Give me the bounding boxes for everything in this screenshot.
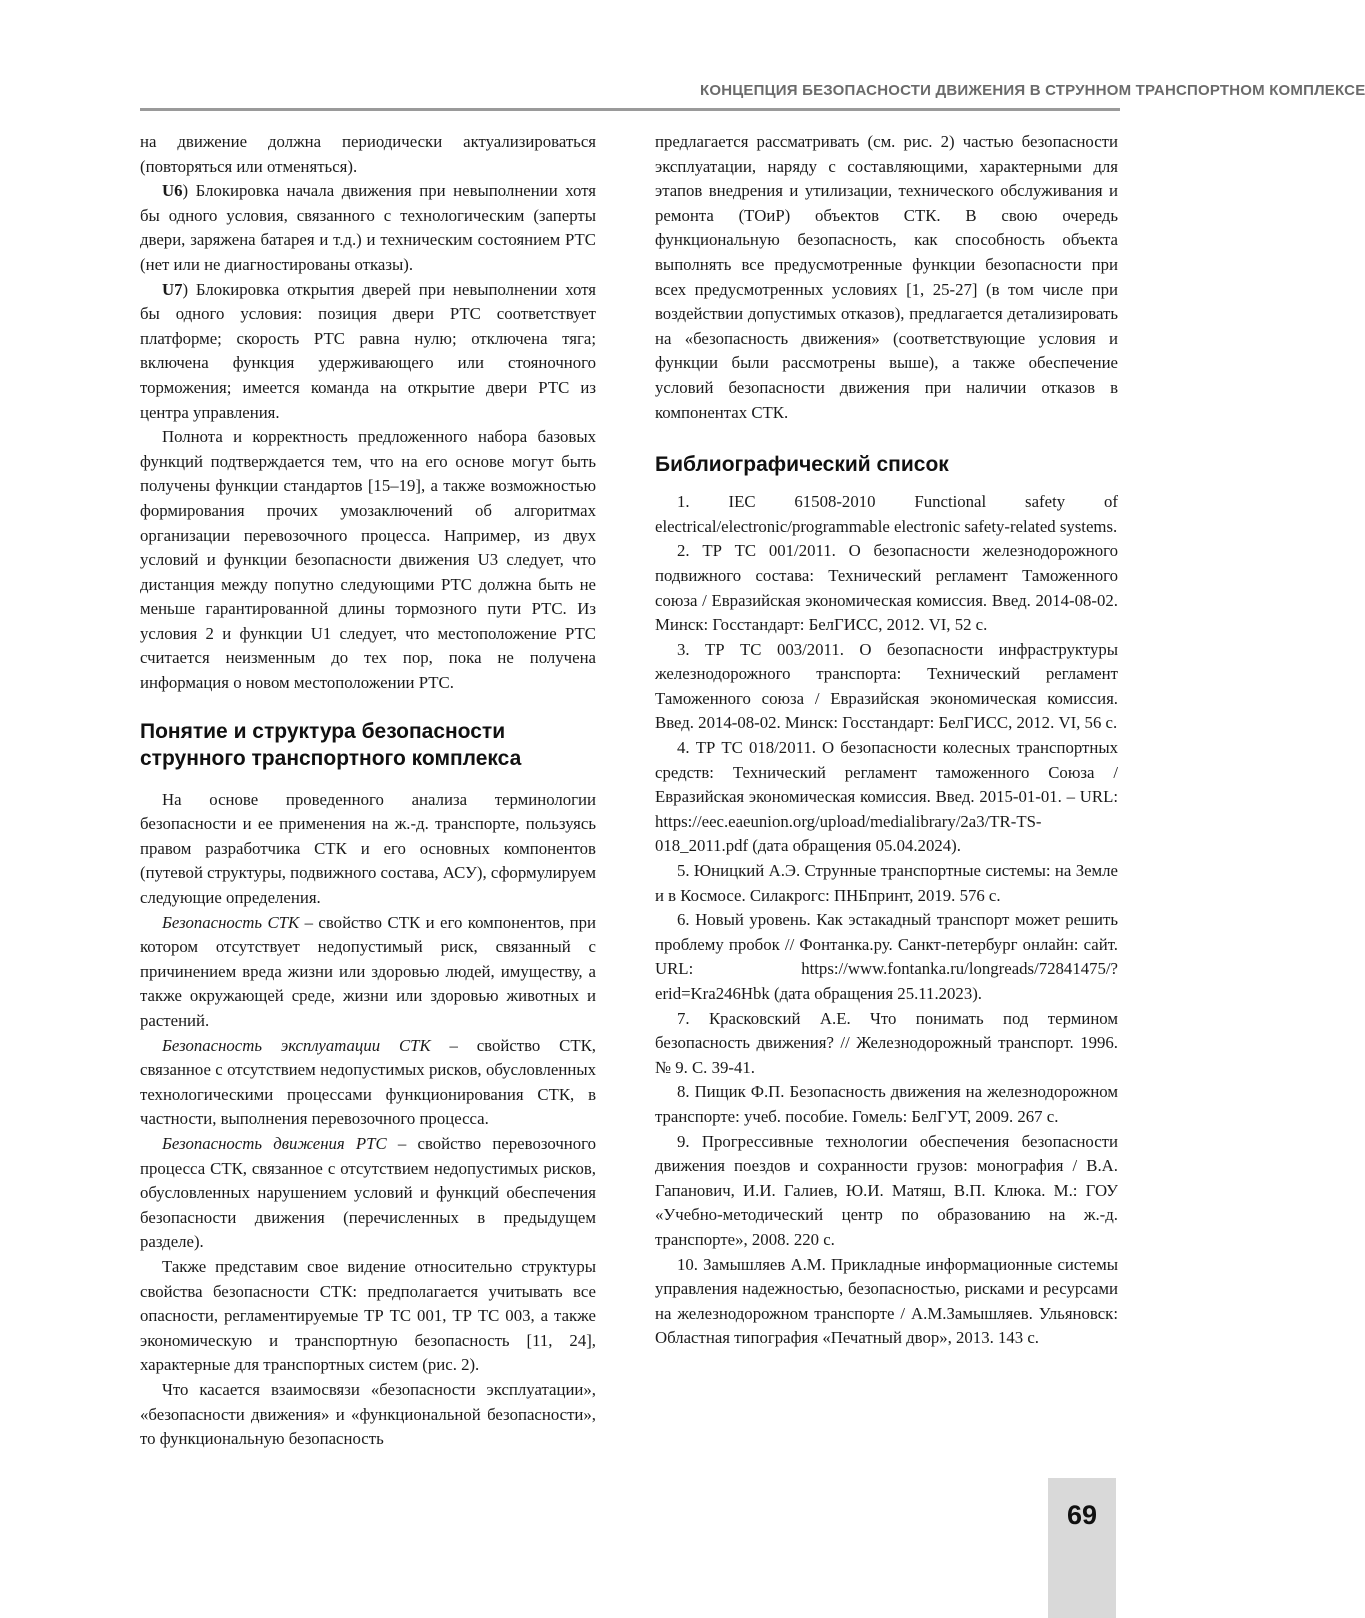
definition-term: Безопасность СТК bbox=[162, 912, 300, 932]
paragraph: На основе проведенного анализа терминологии безопасности и ее применения на ж.-д. транспорте, пользуясь правом разработчика СТК и его основных компонентов (путевой структуры, подвижного состава, АСУ), сформулируем следующие определения. bbox=[140, 789, 596, 908]
paragraph-u7 bbox=[140, 278, 596, 426]
paragraph: Также представим свое видение относительно структуры свойства безопасности СТК: предполагается учитывать все опасности, регламентируемые ТР ТС 001, ТР ТС 003, а также экономическую и транспортную безопасность [11, 24], характерные для транспортных систем (рис. 2). bbox=[140, 1256, 596, 1375]
definition bbox=[140, 911, 596, 1034]
paragraph-u6 bbox=[140, 179, 596, 277]
reference-item: 9. Прогрессивные технологии обеспечения безопасности движения поездов и сохранности грузов: монография / В.А. Гапанович, И.И. Галиев, Ю.И. Матяш, В.П. Клюка. М.: ГОУ «Учебно-методический центр по образованию на ж.-д. транспорте», 2008. 220 с. bbox=[655, 1131, 1118, 1249]
function-text: ) Блокировка начала движения при невыполнении хотя бы одного условия, связанного с технологическим (заперты двери, заряжена батарея и т.д.) и техническим состоянием РТС (нет или не диагностированы отказы). bbox=[140, 181, 596, 274]
reference-item: 5. Юницкий А.Э. Струнные транспортные системы: на Земле и в Космосе. Силакрогс: ПНБпринт, 2019. 576 с. bbox=[655, 861, 1118, 905]
definition-term: Безопасность движения РТС bbox=[162, 1133, 387, 1153]
reference-item: 10. Замышляев А.М. Прикладные информационные системы управления надежностью, безопасностью, рисками и ресурсами на железнодорожном транспорте / А.М.Замышляев. Ульяновск: Областная типография «Печатный двор», 2013. 143 с. bbox=[655, 1254, 1118, 1348]
reference-item: 4. ТР ТС 018/2011. О безопасности колесных транспортных средств: Технический регламент таможенного Союза / Евразийская экономическая комиссия. Введ. 2015-01-01. – URL: https://eec.eaeunion.org/upload/medialibrary/2a3/TR-TS-018_2011.pdf (дата обращения 05.04.2024). bbox=[655, 738, 1118, 856]
function-text: ) Блокировка открытия дверей при невыполнении хотя бы одного условия: позиция двери РТС соответствует платформе; скорость РТС равна нулю; отключена тяга; включена функция удерживающего или стояночного торможения; имеется команда на открытие двери РТС из центра управления. bbox=[140, 279, 596, 422]
function-label: U6 bbox=[162, 181, 183, 201]
function-label: U7 bbox=[162, 279, 183, 299]
reference-item: 7. Красковский А.Е. Что понимать под термином безопасность движения? // Железнодорожный транспорт. 1996. № 9. С. 39-41. bbox=[655, 1008, 1118, 1077]
definition-text: – свойство перевозочного процесса СТК, связанное с отсутствием недопустимых рисков, обусловленных нарушением условий и функций обеспечения безопасности движения (перечисленных в предыдущем разделе). bbox=[140, 1133, 596, 1252]
bibliography-heading: Библиографический список bbox=[655, 453, 949, 477]
paragraph: Что касается взаимосвязи «безопасности эксплуатации», «безопасности движения» и «функциональной безопасности», то функциональную безопасность bbox=[140, 1379, 596, 1449]
header-rule bbox=[140, 108, 1120, 111]
definition-text: – свойство СТК, связанное с отсутствием недопустимых рисков, обусловленных технологическими процессами функционирования СТК, в частности, выполнения перевозочного процесса. bbox=[140, 1035, 596, 1129]
reference-item: 2. ТР ТС 001/2011. О безопасности железнодорожного подвижного состава: Технический регламент Таможенного союза / Евразийская экономическая комиссия. Введ. 2014-08-02. Минск: Госстандарт: БелГИСС, 2012. VI, 52 с. bbox=[655, 541, 1118, 635]
definition-term: Безопасность эксплуатации СТК bbox=[162, 1035, 431, 1055]
right-column bbox=[655, 130, 1118, 1351]
paragraph: на движение должна периодически актуализироваться (повторяться или отменяться). bbox=[140, 132, 596, 176]
reference-item: 6. Новый уровень. Как эстакадный транспорт может решить проблему пробок // Фонтанка.ру. Санкт-петербург онлайн: сайт. URL: https://www.fontanka.ru/longreads/72841475/?erid=Kra246Hbk (дата обращения 25.11.2023). bbox=[655, 910, 1118, 1003]
left-column bbox=[140, 130, 596, 1452]
page-number-tab bbox=[1048, 1478, 1116, 1618]
definition bbox=[140, 1132, 596, 1255]
reference-item: 8. Пищик Ф.П. Безопасность движения на железнодорожном транспорте: учеб. пособие. Гомель: БелГУТ, 2009. 267 с. bbox=[655, 1082, 1118, 1126]
page-number: 69 bbox=[1066, 1500, 1098, 1530]
definition-text: – свойство СТК и его компонентов, при котором отсутствует недопустимый риск, связанный с причинением вреда жизни или здоровью людей, имуществу, а также окружающей среде, жизни или здоровью животных и растений. bbox=[140, 912, 596, 1030]
definition bbox=[140, 1034, 596, 1132]
paragraph: Полнота и корректность предложенного набора базовых функций подтверждается тем, что на его основе могут быть получены функции стандартов [15–19], а также возможностью формирования прочих умозаключений об алгоритмах организации перевозочного процесса. Например, из двух условий и функции безопасности движения U3 следует, что дистанция между попутно следующими РТС должна быть не меньше гарантированной длины тормозного пути РТС. Из условия 2 и функции U1 следует, что местоположение РТС считается неизменным до тех пор, пока не получена информация о новом местоположении РТС. bbox=[140, 427, 596, 693]
section-heading: Понятие и структура безопасности струнного транспортного комплекса bbox=[140, 719, 522, 770]
reference-item: 1. IEC 61508-2010 Functional safety of electrical/electronic/programmable electronic safety-related systems. bbox=[655, 492, 1118, 536]
running-title: КОНЦЕПЦИЯ БЕЗОПАСНОСТИ ДВИЖЕНИЯ В СТРУННОМ ТРАНСПОРТНОМ КОМПЛЕКСЕ bbox=[700, 82, 1365, 99]
reference-item: 3. ТР ТС 003/2011. О безопасности инфраструктуры железнодорожного транспорта: Технический регламент Таможенного союза / Евразийская экономическая комиссия. Введ. 2014-08-02. Минск: Госстандарт: БелГИСС, 2012. VI, 56 с. bbox=[655, 639, 1118, 733]
paragraph: предлагается рассматривать (см. рис. 2) частью безопасности эксплуатации, наряду с составляющими, характерными для этапов внедрения и утилизации, технического обслуживания и ремонта (ТОиР) объектов СТК. В свою очередь функциональную безопасность, как способность объекта выполнять все предусмотренные функции безопасности при всех предусмотренных условиях [1, 25-27] (в том числе при воздействии допустимых отказов), предлагается детализировать на «безопасность движения» (соответствующие условия и функции были рассмотрены выше), а также обеспечение условий безопасности движения при наличии отказов в компонентах СТК. bbox=[655, 132, 1118, 422]
